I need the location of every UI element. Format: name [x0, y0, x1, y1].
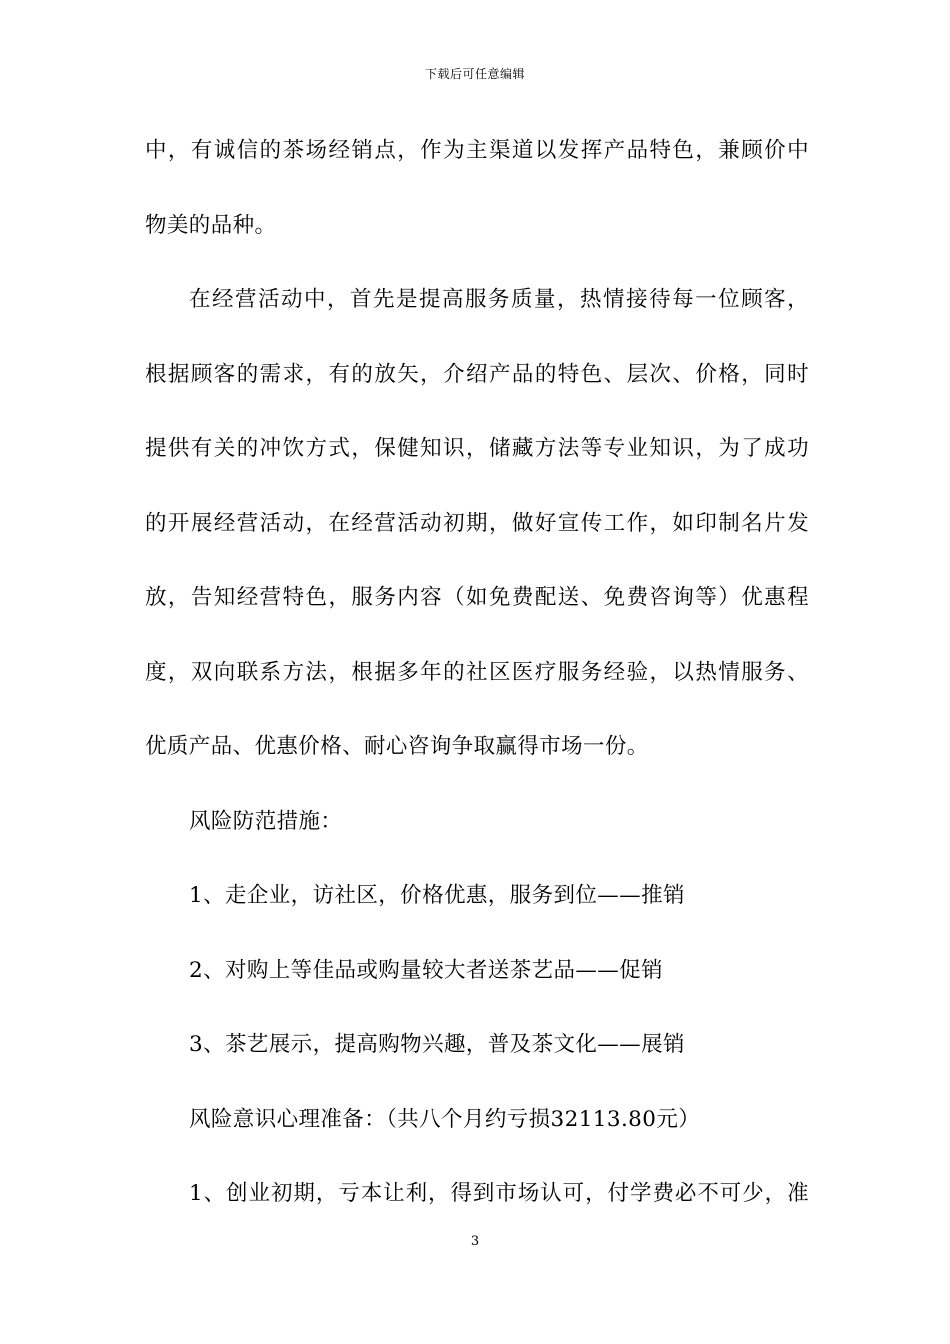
paragraph-line: 在经营活动中，首先是提高服务质量，热情接待每一位顾客，: [189, 287, 809, 312]
paragraph-line: 度，双向联系方法，根据多年的社区医疗服务经验，以热情服务、: [145, 659, 809, 685]
page-header: 下载后可任意编辑: [424, 67, 525, 81]
page-number: 3: [470, 1234, 480, 1249]
list-item: 1、创业初期，亏本让利，得到市场认可，付学费必不可少，准: [189, 1181, 809, 1206]
document-body: [145, 128, 809, 1246]
paragraph-line: 优质产品、优惠价格、耐心咨询争取赢得市场一份。: [145, 734, 649, 759]
paragraph-line: 提供有关的冲饮方式，保健知识，储藏方法等专业知识，为了成功: [145, 436, 809, 461]
paragraph-line: 中，有诚信的茶场经销点，作为主渠道以发挥产品特色，兼顾价中: [145, 138, 809, 163]
paragraph-line: 物美的品种。: [145, 212, 277, 238]
paragraph-line: 的开展经营活动，在经营活动初期，做好宣传工作，如印制名片发: [145, 510, 809, 536]
list-item: 1、走企业，访社区，价格优惠，服务到位——推销: [189, 883, 685, 908]
list-item: 2、对购上等佳品或购量较大者送茶艺品——促销: [189, 957, 663, 983]
section-heading: 风险意识心理准备：（共八个月约亏损32113.80元）: [189, 1106, 701, 1132]
section-heading: 风险防范措施：: [189, 808, 343, 834]
paragraph-line: 放，告知经营特色，服务内容（如免费配送、免费咨询等）优惠程: [145, 585, 809, 610]
paragraph-line: 根据顾客的需求，有的放矢，介绍产品的特色、层次、价格，同时: [145, 361, 809, 387]
list-item: 3、茶艺展示，提高购物兴趣，普及茶文化——展销: [189, 1032, 685, 1057]
